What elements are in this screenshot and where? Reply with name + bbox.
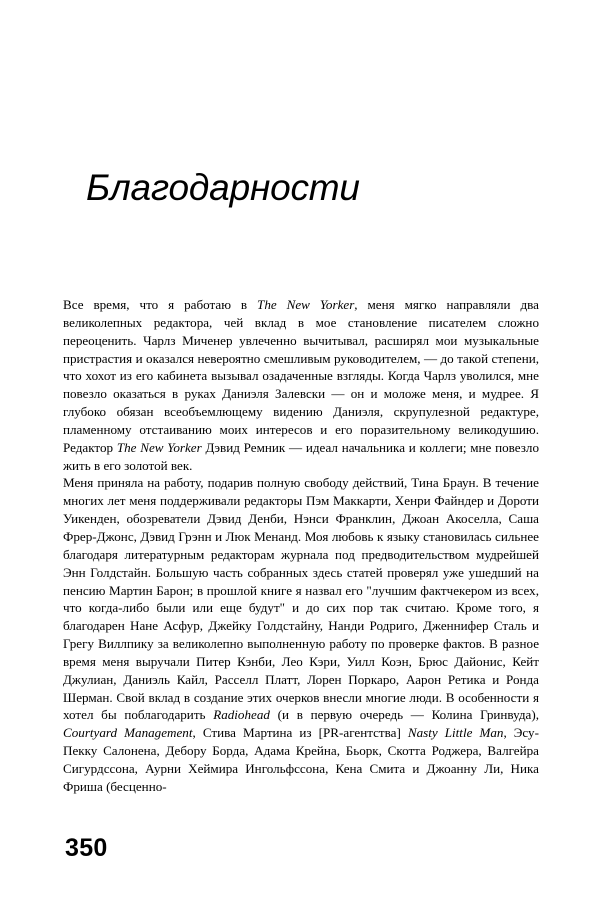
italic-run: Courtyard Management xyxy=(63,725,193,741)
italic-run: The New Yorker xyxy=(116,439,202,455)
page-title: Благодарности xyxy=(86,166,360,208)
text-run: Дэвид Ремник — идеал начальника и коллеги; мне повезло жить в его золотой век. xyxy=(63,439,540,473)
text-run: (и в первую очередь — Колина Гринвуда), xyxy=(269,707,539,723)
text-run: Все время, что я работаю в xyxy=(63,297,258,312)
paragraph-2 xyxy=(63,474,539,795)
italic-run: Nasty Little Man xyxy=(407,725,504,741)
body-text xyxy=(63,296,539,796)
italic-run: Radiohead xyxy=(213,707,270,723)
text-run: , Эсу-Пекку Салонена, Дебору Борда, Адама Крейна, Бьорк, Скотта Роджера, Валгейра Сигурдссона, Аурни Хеймира Ингольфссона, Кена Смита и Джоанну Ли, Ника Фриша (бесценно- xyxy=(63,725,539,794)
page-number: 350 xyxy=(65,834,108,862)
paragraph-1 xyxy=(63,296,539,474)
text-run: , меня мягко направляли два великолепных редактора, чей вклад в мое становление писателем сложно переоценить. Чарлз Миченер увлеченно вычитывал, расширял мои музыкальные пристрастия и оказался невероятно смешливым руководителем, — до такой степени, что хохот из его кабинета вызывал озадаченные взгляды. Когда Чарлз уволился, мне повезло оказаться в руках Даниэля Залевски — он и моложе меня, и мудрее. Я глубоко обязан всеобъемлющему видению Даниэля, скрупулезной редактуре, пламенному отстаиванию моих интересов и его поразительному великодушию. Редактор xyxy=(63,297,539,455)
text-run: , Стива Мартина из [PR-агентства] xyxy=(192,725,408,741)
text-run: Меня приняла на работу, подарив полную свободу действий, Тина Браун. В течение многих лет меня поддерживали редакторы Пэм Маккарти, Хенри Файндер и Дороти Уикенден, обозреватели Дэвид Денби, Нэнси Франклин, Джоан Акоселла, Саша Фрер-Джонс, Дэвид Грэнн и Люк Менанд. Моя любовь к языку становилась сильнее благодаря литературным редакторам журнала под предводительством мудрейшей Энн Голдстайн. Большую часть собранных здесь статей проверял уже ушедший на пенсию Мартин Барон; в прошлой книге я назвал его "лучшим фактчекером из всех, что когда-либо были или еще будут" и до сих пор так считаю. Кроме того, я благодарен Нане Асфур, Джейку Голдстайну, Нанди Родриго, Дженнифер Сталь и Грегу Виллпику за великолепно выполненную работу по проверке фактов. В разное время меня выручали Питер Кэнби, Лео Кэри, Уилл Коэн, Брюс Дайонис, Кейт Джулиан, Даниэль Кайл, Расселл Платт, Лорен Поркаро, Аарон Ретика и Ронда Шерман. Свой вклад в создание этих очерков внесли многие люди. В особенности я хотел бы поблагодарить xyxy=(63,475,539,723)
italic-run: The New Yorker xyxy=(257,297,355,312)
